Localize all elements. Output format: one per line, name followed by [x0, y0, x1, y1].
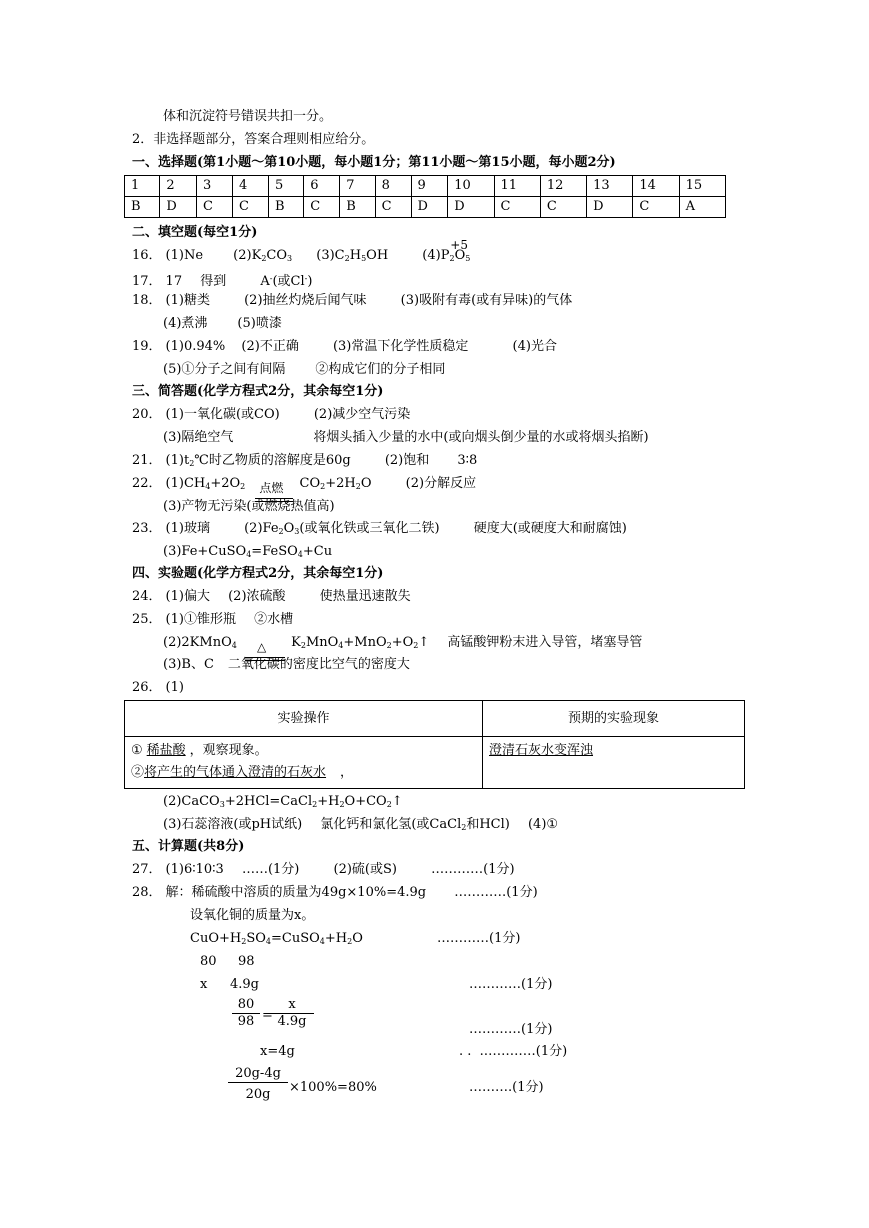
question-number-cell: 10 — [448, 176, 494, 197]
question-number-cell: 5 — [268, 176, 303, 197]
q24: 24． (1)偏大 (2)浓硫酸 使热量迅速散失 — [132, 589, 411, 604]
answer-cell: B — [268, 197, 303, 218]
answer-cell: C — [540, 197, 586, 218]
col-header-observation: 预期的实验现象 — [483, 701, 745, 737]
q19-line-1: 19． (1)0.94% (2)不正确 (3)常温下化学性质稳定 (4)光合 — [132, 339, 557, 354]
question-number-cell: 15 — [679, 176, 725, 197]
q19-line-2: (5)①分子之间有间隔 ②构成它们的分子相同 — [163, 362, 446, 377]
answer-cell: B — [340, 197, 375, 218]
answer-table — [124, 175, 726, 218]
answer-cell: A — [679, 197, 725, 218]
q26-label: 26． (1) — [132, 680, 184, 695]
question-number-cell: 9 — [411, 176, 448, 197]
answer-cell: D — [587, 197, 633, 218]
question-number-cell: 12 — [540, 176, 586, 197]
section-3-title: 三、简答题(化学方程式2分，其余每空1分) — [132, 384, 384, 399]
q28-mass-3: 4.9g — [230, 977, 259, 992]
answer-cell: C — [304, 197, 340, 218]
question-number-cell: 13 — [587, 176, 633, 197]
table-row-answers — [125, 197, 726, 218]
q28-result: x=4g — [260, 1044, 295, 1059]
answer-cell: D — [448, 197, 494, 218]
q17: 17． 17 得到 A-(或Cl-) — [132, 274, 313, 289]
question-number-cell: 14 — [633, 176, 679, 197]
operation-cell: ① 稀盐酸 ，观察现象。 ②将产生的气体通入澄清的石灰水 ， — [125, 737, 483, 789]
question-number-cell: 6 — [304, 176, 340, 197]
fraction-2: $\frac{x}{4.9g}$ — [270, 997, 314, 1030]
question-number-cell: 11 — [494, 176, 540, 197]
q28-line-2: 设氧化铜的质量为x。 — [190, 908, 315, 923]
table-row-numbers — [125, 176, 726, 197]
col-header-operation: 实验操作 — [125, 701, 483, 737]
q28-mass-points: …………(1分) — [469, 977, 553, 992]
q28-fraction-points: …………(1分) — [469, 1022, 553, 1037]
q23-line-1: 23． (1)玻璃 $(2)Fe_2O_3$(或氧化铁或三氧化二铁) 硬度大(或硬度大和耐腐蚀) — [132, 521, 627, 536]
section-4-title: 四、实验题(化学方程式2分，其余每空1分) — [132, 566, 384, 581]
q22-line-1: 22． $(1)CH_4+2O_2$ 点燃 $CO_2+2H_2O$ (2)分解反应 — [132, 475, 476, 496]
q25-line-2: (2)2KMnO$_4$ △ $K_2MnO_4+MnO_2+O_2↑$ 高锰酸钾粉末进入导管，堵塞导管 — [163, 634, 642, 655]
q28-mass-1: 80 — [200, 954, 217, 969]
question-number-cell: 3 — [197, 176, 233, 197]
q28-mass-2: 98 — [238, 954, 255, 969]
section-1-title: 一、选择题(第1小题～第10小题，每小题1分；第11小题～第15小题，每小题2分) — [132, 155, 616, 170]
q18-line-1: 18． (1)糖类 (2)抽丝灼烧后闻气味 (3)吸附有毒(或有异味)的气体 — [132, 293, 573, 308]
q27: 27． (1)6∶10∶3 ……(1分) (2)硫(或S) …………(1分) — [132, 862, 515, 877]
percent-fraction: $\frac{20g-4g}{20g}$ — [228, 1066, 288, 1103]
q26-line-2: $(2)CaCO_3+2HCl=CaCl_2+H_2O+CO_2↑$ — [163, 794, 403, 809]
q20-line-1: 20． (1)一氧化碳(或CO) (2)减少空气污染 — [132, 407, 411, 422]
q21: 21． $(1)t_2℃$时乙物质的溶解度是60g (2)饱和 3∶8 — [132, 453, 478, 468]
q26-line-3: (3)石蕊溶液(或pH试纸) 氯化钙和氯化氢(或CaCl$_2$和HCl) (4)① — [163, 817, 559, 832]
fraction-equals: = — [262, 1008, 273, 1023]
question-number-cell: 1 — [125, 176, 160, 197]
section-2-title: 二、填空题(每空1分) — [132, 225, 258, 240]
q28-equation-points: …………(1分) — [437, 931, 521, 946]
q25-line-1: 25． (1)①锥形瓶 ②水槽 — [132, 612, 294, 627]
question-number-cell: 2 — [160, 176, 197, 197]
q23-line-2: (3)Fe+CuSO$_4$=FeSO$_4$+Cu — [163, 544, 333, 559]
percent-points: ……….(1分) — [469, 1080, 544, 1095]
answer-cell: C — [197, 197, 233, 218]
question-number-cell: 8 — [375, 176, 411, 197]
q16: 16． (1)Ne $(2)K_2CO_3$ $(3)C_2H_5OH$ (4)P +5 $_2O_5$ — [132, 238, 471, 263]
question-number-cell: 4 — [233, 176, 269, 197]
answer-cell: C — [233, 197, 269, 218]
answer-cell: C — [494, 197, 540, 218]
q28-line-1: 28． 解：稀硫酸中溶质的质量为49g×10%=4.9g …………(1分) — [132, 885, 538, 900]
intro-line-2: 2．非选择题部分，答案合理则相应给分。 — [132, 132, 375, 147]
q18-line-2: (4)煮沸 (5)喷漆 — [163, 316, 282, 331]
q20-line-2: (3)隔绝空气 将烟头插入少量的水中(或向烟头倒少量的水或将烟头掐断) — [163, 430, 649, 445]
question-number-cell: 7 — [340, 176, 375, 197]
answer-cell: D — [411, 197, 448, 218]
q22-line-2: (3)产物无污染(或燃烧热值高) — [163, 499, 335, 514]
answer-cell: B — [125, 197, 160, 218]
answer-cell: C — [633, 197, 679, 218]
fraction-1: $\frac{80}{98}$ — [232, 997, 260, 1030]
section-5-title: 五、计算题(共8分) — [132, 839, 245, 854]
q28-unknown-x: x — [200, 977, 208, 992]
q25-line-3: (3)B、C 二氧化碳的密度比空气的密度大 — [163, 657, 410, 672]
answer-cell: C — [375, 197, 411, 218]
q28-result-points: . . .…………(1分) — [459, 1044, 568, 1059]
answer-cell: D — [160, 197, 197, 218]
percent-result: ×100%=80% — [289, 1080, 377, 1095]
q28-equation: $CuO+H_2SO_4=CuSO_4+H_2O$ — [190, 931, 363, 946]
intro-line-1: 体和沉淀符号错误共扣一分。 — [163, 109, 333, 124]
experiment-table — [124, 700, 745, 789]
observation-cell: 澄清石灰水变浑浊 — [483, 737, 745, 789]
